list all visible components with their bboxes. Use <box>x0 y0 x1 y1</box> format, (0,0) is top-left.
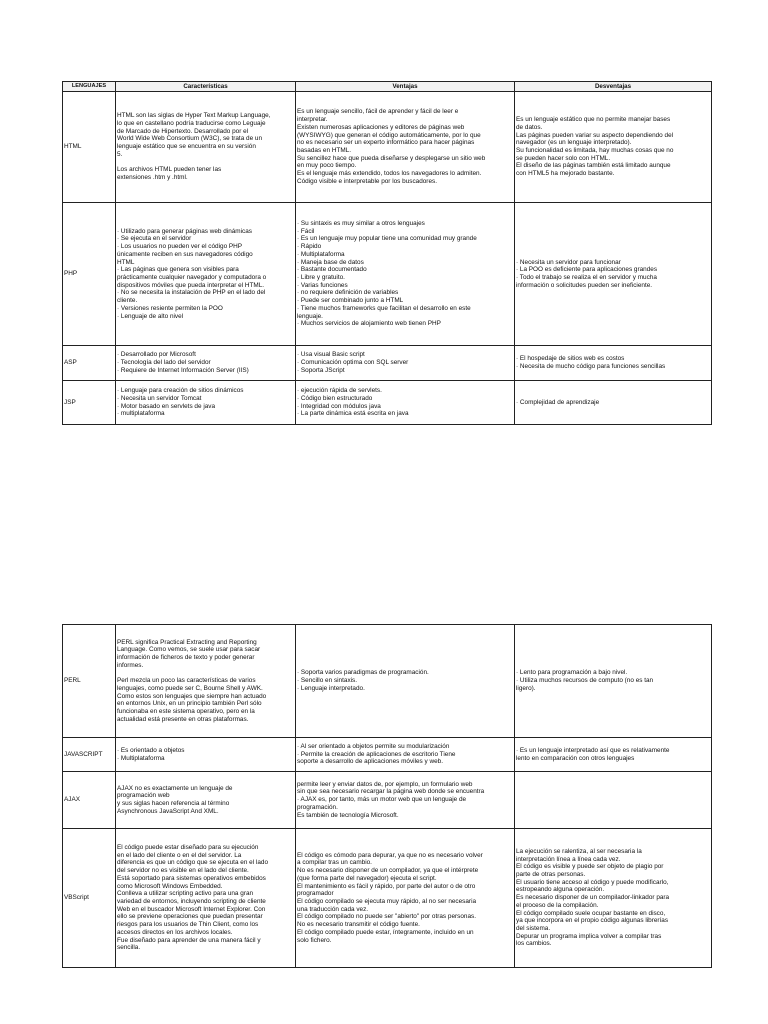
cell-line: no es necesario ser un experto informático para hacer páginas <box>297 139 475 147</box>
cell-line: · La POO es deficiente para aplicaciones grandes <box>516 266 658 274</box>
features-cell <box>116 92 296 203</box>
cell-line: · Lenguaje interpretado. <box>297 684 365 692</box>
cell-line: · Los usuarios no pueden ver el código PHP <box>117 243 243 251</box>
cell-line: Es necesario disponer de un compilador-linkador para <box>516 894 670 902</box>
table-row <box>63 381 712 425</box>
table-row <box>63 92 712 203</box>
cell-line: en entornos Unix, en un principio también Perl sólo <box>117 700 262 708</box>
cell-line: · Bastante documentado <box>297 266 367 274</box>
cell-line: actualidad está presente en otras plataformas. <box>117 715 249 723</box>
cell-line: los cambios. <box>516 940 552 948</box>
cell-line: · Necesita un servidor Tomcat <box>117 394 202 402</box>
cell-line: soporte a desarrollo de aplicaciones móviles y web. <box>297 758 443 766</box>
advantages-cell <box>296 772 515 829</box>
cell-line: · No se necesita la instalación de PHP en el lado del <box>117 289 266 297</box>
cell-line: accesos directos en los archivos locales. <box>117 928 233 936</box>
cell-line: lo que en castellano podría traducirse como Leguaje <box>117 120 266 128</box>
table-row <box>63 625 712 738</box>
disadvantages-cell <box>515 829 712 968</box>
cell-line: cliente. <box>117 297 138 305</box>
cell-line: como Microsoft Windows Embedded. <box>117 882 223 890</box>
cell-line: · Lento para programación a bajo nivel. <box>516 669 628 677</box>
cell-line: El mantenimiento es fácil y rápido, por parte del autor o de otro <box>297 882 476 890</box>
cell-line: · Su sintaxis es muy similar a otros lenguajes <box>297 220 425 228</box>
language-name: JAVASCRIPT <box>63 738 116 772</box>
cell-line: del servidor no es visible en el lado del cliente. <box>117 867 249 875</box>
cell-line: El código es cómodo para depurar, ya que no es necesario volver <box>297 851 483 859</box>
cell-line: prácticamente cualquier navegador y computadora o <box>117 274 267 281</box>
cell-line: · Fácil <box>297 227 315 235</box>
cell-line: ya que incorpora en el propio código algunas librerías <box>516 917 669 925</box>
cell-line: con HTML5 ha mejorado bastante. <box>516 170 615 178</box>
cell-line: Las páginas pueden variar su aspecto dependiendo del <box>516 131 674 139</box>
cell-line: · Puede ser combinado junto a HTML <box>297 297 404 305</box>
cell-line: Es un lenguaje estático que no permite manejar bases <box>516 116 671 124</box>
cell-line: sencilla. <box>117 944 141 952</box>
cell-line: World Wide Web Consortium (W3C), se trata de un <box>117 135 263 143</box>
cell-line: parte de otras personas. <box>516 871 586 879</box>
language-name: VBScript <box>63 829 116 968</box>
cell-line: · Código bien estructurado <box>297 394 373 402</box>
cell-line: Código visible e interpretable por los buscadores. <box>297 177 437 185</box>
cell-line: El código compilado no puede ser "abierto" por otras personas. <box>297 913 476 921</box>
features-cell <box>116 381 296 425</box>
cell-line: · Lenguaje de alto nivel <box>117 312 184 320</box>
cell-line: HTML <box>117 258 135 266</box>
cell-line: · Rápido <box>297 243 322 251</box>
disadvantages-cell <box>515 92 712 203</box>
table-row <box>63 203 712 346</box>
cell-line: únicamente reciben en sus navegadores código <box>117 250 253 258</box>
cell-line: AJAX no es exactamente un lenguaje de <box>117 784 233 792</box>
language-name: PERL <box>63 625 116 738</box>
advantages-cell <box>296 738 515 772</box>
cell-line: · Complejidad de aprendizaje <box>516 398 600 406</box>
cell-line: interpretar. <box>297 116 328 124</box>
languages-table-1 <box>62 81 712 425</box>
cell-line: · Las páginas que genera son visibles para <box>117 266 239 274</box>
header-features: Características <box>116 82 296 92</box>
cell-line: a compilar tras un cambio. <box>297 859 372 867</box>
cell-line: · Multiplataforma <box>297 250 345 258</box>
cell-line: · Es un lenguaje interpretado así que es relativamente <box>516 746 670 754</box>
cell-line: · Se ejecuta en el servidor <box>117 235 192 243</box>
cell-line: informes. <box>117 661 144 669</box>
features-cell <box>116 203 296 346</box>
cell-line: sin que sea necesario recargar la página web donde se encuentra <box>297 788 485 796</box>
cell-line: No es necesario disponer de un compilador, ya que el intérprete <box>297 867 479 875</box>
cell-line: · Varias funciones <box>297 281 348 289</box>
cell-line: una traducción cada vez. <box>297 905 369 913</box>
cell-line: Asynchronous JavaScript And XML. <box>117 807 219 815</box>
languages-table-2 <box>62 624 712 968</box>
advantages-cell <box>296 92 515 203</box>
cell-line: lenguajes, como puede ser C, Bourne Shell y AWK. <box>117 684 263 692</box>
features-cell <box>116 738 296 772</box>
cell-line: programador <box>297 890 334 898</box>
cell-line: El usuario tiene acceso al código y puede modificarlo, <box>516 878 669 886</box>
cell-line: programación web <box>117 792 170 800</box>
cell-line: · Requiere de Internet Información Server (IIS) <box>117 366 249 374</box>
cell-line: información de ficheros de texto y poder generar <box>117 654 255 662</box>
cell-line: Su funcionalidad es limitada, hay muchas cosas que no <box>516 147 674 154</box>
cell-line: · Necesita de mucho código para funciones sencillas <box>516 363 666 370</box>
cell-line: El código compilado puede estar, íntegramente, incluido en un <box>297 928 474 936</box>
cell-line: · Desarrollado por Microsoft <box>117 351 196 359</box>
cell-line: funcionaba en este sistema operativo, pero en la <box>117 707 255 715</box>
cell-line: · Tiene muchos frameworks que facilitan el desarrollo en este <box>297 304 471 312</box>
features-cell <box>116 829 296 968</box>
language-name: HTML <box>63 92 116 203</box>
cell-line: riesgos para los usuarios de Thin Client, como los <box>117 921 259 929</box>
cell-line <box>117 669 294 677</box>
cell-line: · Permite la creación de aplicaciones de escritorio Tiene <box>297 750 456 758</box>
cell-line: El código compilado se ejecuta muy rápido, al no ser necesaria <box>297 898 477 905</box>
features-cell <box>116 772 296 829</box>
cell-line: Es también de tecnología Microsoft. <box>297 811 399 819</box>
language-name: AJAX <box>63 772 116 829</box>
table-row <box>63 829 712 968</box>
cell-line: estropeando alguna operación. <box>516 886 605 894</box>
cell-line: (WYSIWYG) que generan el código automáticamente, por lo que <box>297 131 481 139</box>
advantages-cell <box>296 625 515 738</box>
cell-line: No es necesario transmitir el código fuente. <box>297 921 420 929</box>
cell-line: extensiones .htm y .html. <box>117 173 188 181</box>
cell-line: del sistema. <box>516 924 551 932</box>
cell-line: permite leer y enviar datos de, por ejemplo, un formulario web <box>297 780 473 788</box>
header-advantages: Ventajas <box>296 82 515 92</box>
table-row <box>63 738 712 772</box>
table-row <box>63 772 712 829</box>
cell-line: de Marcado de Hipertexto. Desarrollado por el <box>117 127 249 135</box>
cell-line: Está soportado para sistemas operativos embebidos <box>117 874 266 882</box>
cell-line: Depurar un programa implica volver a compilar tras <box>516 932 662 940</box>
cell-line: · Soporta JScript <box>297 366 345 374</box>
cell-line: Como estos son lenguajes que siempre han actuado <box>117 692 267 700</box>
advantages-cell <box>296 381 515 425</box>
cell-line: de datos. <box>516 123 543 131</box>
cell-line: basadas en HTML. <box>297 147 351 154</box>
cell-line: diferencia es que un código que se ejecuta en el lado <box>117 859 269 867</box>
header-disadvantages: Desventajas <box>515 82 712 92</box>
cell-line: (que forma parte del navegador) ejecuta el script. <box>297 874 437 882</box>
advantages-cell <box>296 203 515 346</box>
cell-line: · Motor basado en servlets de java <box>117 402 216 410</box>
advantages-cell <box>296 346 515 381</box>
cell-line: lenguaje. <box>297 312 323 320</box>
cell-line: Existen numerosas aplicaciones y editores de páginas web <box>297 123 465 131</box>
advantages-cell <box>296 829 515 968</box>
cell-line: Los archivos HTML pueden tener las <box>117 166 222 174</box>
cell-line: · Multiplataforma <box>117 754 165 762</box>
cell-line: y sus siglas hacen referencia al término <box>117 800 230 807</box>
disadvantages-cell <box>515 772 712 829</box>
disadvantages-cell <box>515 203 712 346</box>
cell-line: el proceso de la compilación. <box>516 901 599 909</box>
cell-line: · Utiliza muchos recursos de computo (no es tan <box>516 677 654 685</box>
cell-line: Es un lenguaje sencillo, fácil de aprender y fácil de leer e <box>297 108 459 116</box>
cell-line: navegador (es un lenguaje interpretado). <box>516 139 632 147</box>
cell-line: lento en comparación con otros lenguajes <box>516 754 635 762</box>
table-row <box>63 346 712 381</box>
features-cell <box>116 346 296 381</box>
cell-line: · Libre y gratuito. <box>297 274 345 281</box>
cell-line: · Todo el trabajo se realiza el en servidor y mucha <box>516 274 657 281</box>
cell-line: · Necesita un servidor para funcionar <box>516 258 621 266</box>
cell-line: Es el lenguaje más extendido, todos los navegadores lo admiten. <box>297 170 482 178</box>
language-name: PHP <box>63 203 116 346</box>
cell-line: PERL significa Practical Extracting and Reporting <box>117 638 257 646</box>
cell-line: · Utilizado para generar páginas web dinámicas <box>117 227 252 235</box>
cell-line: dispositivos móviles que pueda interpretar el HTML. <box>117 281 265 289</box>
cell-line: · Lenguaje para creación de sitios dinámicos <box>117 387 244 395</box>
cell-line: · Sencillo en sintaxis. <box>297 677 358 685</box>
cell-line: La ejecución se ralentiza, al ser necesaria la <box>516 847 642 855</box>
header-languages: LENGUAJES <box>63 82 116 92</box>
cell-line: · ejecución rápida de servlets. <box>297 387 382 395</box>
disadvantages-cell <box>515 625 712 738</box>
cell-line: · Tecnología del lado del servidor <box>117 359 211 367</box>
cell-line: Conlleva a utilizar scripting activo para una gran <box>117 890 254 898</box>
cell-line: · Versiones resiente permiten la POO <box>117 304 223 312</box>
disadvantages-cell <box>515 346 712 381</box>
disadvantages-cell <box>515 738 712 772</box>
cell-line: en muy poco tiempo. <box>297 162 357 170</box>
cell-line: · Muchos servicios de alojamiento web tienen PHP <box>297 320 441 328</box>
disadvantages-cell <box>515 381 712 425</box>
cell-line: · no requiere definición de variables <box>297 289 399 297</box>
cell-line: Su sencillez hace que pueda diseñarse y desplegarse un sitio web <box>297 154 486 162</box>
cell-line: · La parte dinámica está escrita en java <box>297 410 409 418</box>
cell-line: · Soporta varios paradigmas de programación. <box>297 669 429 677</box>
cell-line: 5. <box>117 150 123 158</box>
cell-line: · Al ser orientado a objetos permite su modularización <box>297 742 450 750</box>
cell-line: ello se previene operaciones que puedan presentar <box>117 913 263 921</box>
cell-line: variedad de entornos, incluyendo scripting de cliente <box>117 898 266 905</box>
cell-line: ligero). <box>516 684 536 692</box>
cell-line: El código compilado suele ocupar bastante en disco, <box>516 909 666 917</box>
cell-line: El código puede estar diseñado para su ejecución <box>117 844 259 852</box>
cell-line: · multiplataforma <box>117 410 165 418</box>
cell-line: · Usa visual Basic script <box>297 351 365 359</box>
cell-line: Language. Como vemos, se suele usar para sacar <box>117 646 261 654</box>
cell-line: HTML son las siglas de Hyper Text Markup Language, <box>117 112 271 120</box>
cell-line: Perl mezcla un poco las características de varios <box>117 677 256 685</box>
cell-line: · AJAX es, por tanto, más un motor web que un lenguaje de <box>297 796 467 804</box>
cell-line: El código es visible y puede ser objeto de plagio por <box>516 863 664 871</box>
cell-line: programación. <box>297 803 338 811</box>
language-name: JSP <box>63 381 116 425</box>
table-header-row <box>63 82 712 92</box>
cell-line: · Maneja base de datos <box>297 258 364 266</box>
cell-line: interpretación línea a línea cada vez. <box>516 855 621 863</box>
cell-line: · Es orientado a objetos <box>117 746 185 754</box>
cell-line: información o solicitudes pueden ser ineficiente. <box>516 281 653 289</box>
features-cell <box>116 625 296 738</box>
cell-line <box>117 159 294 167</box>
cell-line: Fue diseñado para aprender de una manera fácil y <box>117 936 261 944</box>
language-name: ASP <box>63 346 116 381</box>
cell-line: lenguaje estático que se encuentra en su versión <box>117 143 256 151</box>
cell-line: · Integridad con módulos java <box>297 402 381 410</box>
cell-line: solo fichero. <box>297 936 332 944</box>
cell-line: · El hospedaje de sitios web es costos <box>516 355 625 363</box>
cell-line: Web en el buscador Microsoft Internet Explorer. Con <box>117 905 266 913</box>
cell-line: en el lado del cliente o en el del servidor. La <box>117 851 242 859</box>
cell-line: El diseño de las páginas también está limitado aunque <box>516 162 671 170</box>
cell-line: · Es un lenguaje muy popular tiene una comunidad muy grande <box>297 235 477 243</box>
cell-line: · Comunicación optima con SQL server <box>297 359 409 367</box>
cell-line: se pueden hacer solo con HTML. <box>516 154 611 162</box>
